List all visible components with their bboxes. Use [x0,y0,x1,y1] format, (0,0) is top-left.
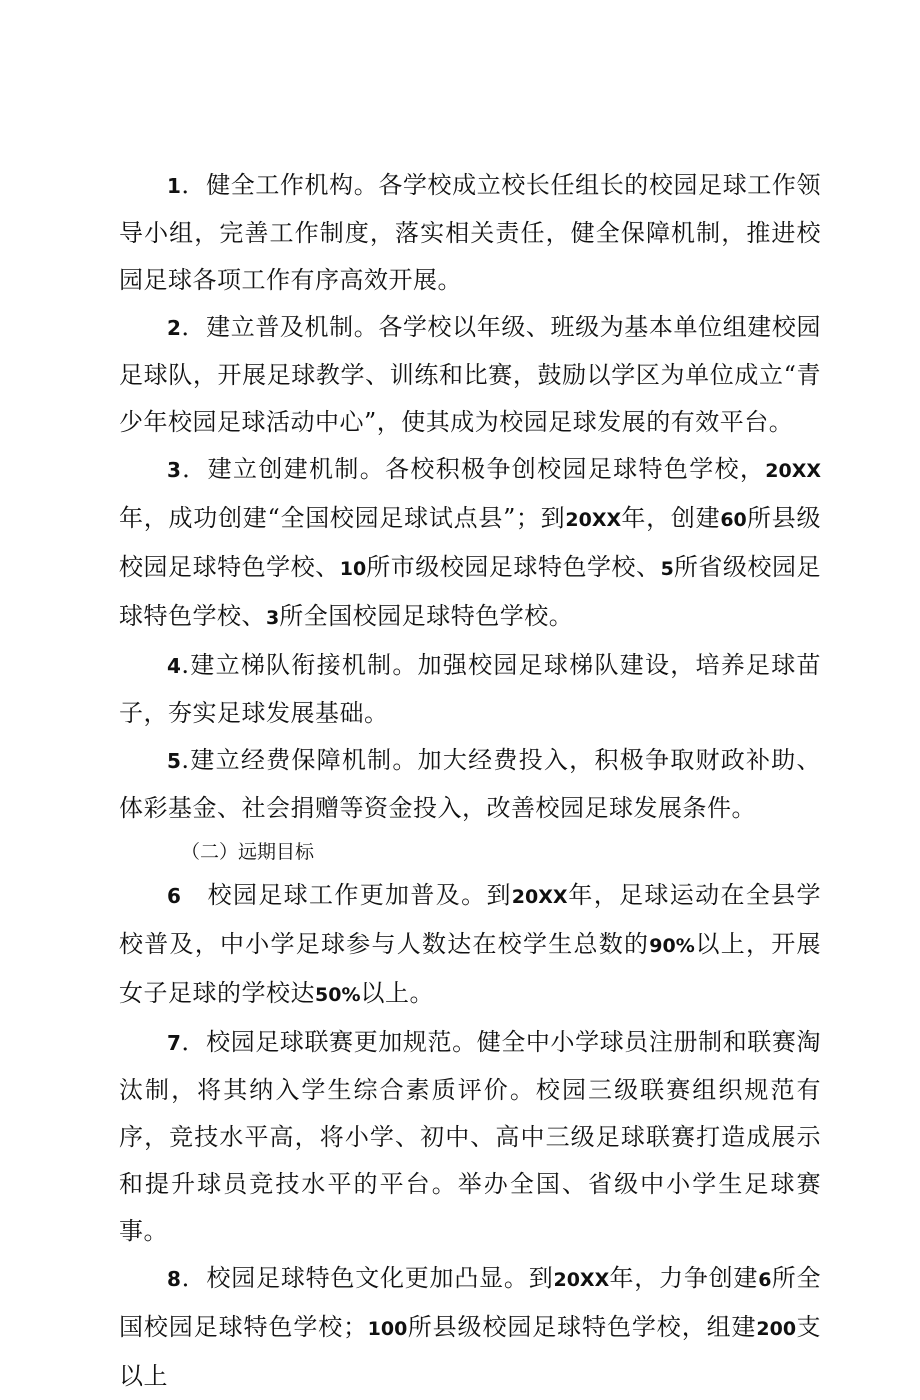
item-number: 8 [167,1267,182,1291]
paragraph-text: 健全工作机构。各学校成立校长任组长的校园足球工作领导小组，完善工作制度，落实相关责任，健全保障机制，推进校园足球各项工作有序高效开展。 [119,171,822,294]
item-number: 2 [167,316,182,340]
year-value: 20XX [511,886,568,908]
paragraph-8 [119,1255,821,1400]
paragraph-text-part: 所全国校园足球特色学校。 [279,602,574,630]
paragraph-6 [119,872,821,1019]
paragraph-4 [119,642,821,737]
count-value: 6 [758,1269,772,1291]
paragraph-text: 建立普及机制。各学校以年级、班级为基本单位组建校园足球队，开展足球教学、训练和比赛，鼓励以学区为单位成立“青少年校园足球活动中心”，使其成为校园足球发展的有效平台。 [119,313,822,436]
item-separator: ． [181,1264,207,1292]
count-value: 200 [756,1318,797,1340]
year-value: 20XX [553,1269,610,1291]
item-separator: ． [181,455,208,483]
year-value: 20XX [765,460,822,482]
paragraph-text-part: 建立创建机制。各校积极争创校园足球特色学校， [207,455,766,483]
count-value: 5 [660,558,674,580]
paragraph-text-part: 校园足球特色文化更加凸显。到 [206,1264,554,1292]
paragraph-5 [119,737,821,832]
paragraph-2 [119,304,821,446]
item-number: 6 [167,884,182,908]
count-value: 60 [720,509,747,531]
percent-value: 50% [315,984,361,1006]
paragraph-text-part: 年，力争创建 [609,1264,759,1292]
paragraph-text: 校园足球联赛更加规范。健全中小学球员注册制和联赛淘汰制，将其纳入学生综合素质评价。校园三级联赛组织规范有序，竞技水平高，将小学、初中、高中三级足球联赛打造成展示和提升球员竞技水平的平台。举办全国、省级中小学生足球赛事。 [119,1028,822,1245]
paragraph-text-part: 年，成功创建“全国校园足球试点县”；到 [119,504,566,532]
paragraph-7 [119,1019,821,1255]
item-separator: ． [181,1028,207,1056]
paragraph-text: 建立梯队衔接机制。加强校园足球梯队建设，培养足球苗子，夯实足球发展基础。 [119,651,821,727]
paragraph-text-part: 以上。 [360,979,434,1007]
item-separator: . [181,651,190,679]
item-number: 7 [167,1031,182,1055]
item-separator: ． [181,171,207,199]
item-number: 4 [167,654,182,678]
count-value: 3 [266,607,280,629]
item-number: 1 [167,174,182,198]
item-number: 5 [167,749,182,773]
document-body [119,162,821,1400]
paragraph-1 [119,162,821,304]
paragraph-text-part: 年，创建 [621,504,721,532]
paragraph-text-part: 所县级校园足球特色学校，组建 [407,1313,757,1341]
paragraph-text-part: 所市级校园足球特色学校、 [366,553,661,581]
year-value: 20XX [565,509,622,531]
item-number: 3 [167,458,182,482]
item-separator: . [181,746,190,774]
paragraph-text-part: 以上，开展女子足球的学校达 [119,930,822,1007]
paragraph-text-part: 所省级校园足球特色学校、 [119,553,822,630]
paragraph-text-part: 所县级校园足球特色学校、 [119,504,822,581]
section-subheading: （二）远期目标 [181,841,315,863]
item-separator: ． [181,313,207,341]
count-value: 100 [367,1318,408,1340]
paragraph-text-part: 支以上 [119,1313,821,1390]
paragraph-text-part: 校园足球工作更加普及。到 [207,881,512,909]
paragraph-text-part: 年，足球运动在全县学校普及，中小学足球参与人数达在校学生总数的 [119,881,822,958]
count-value: 10 [339,558,367,580]
percent-value: 90% [649,935,695,957]
paragraph-text: 建立经费保障机制。加大经费投入，积极争取财政补助、体彩基金、社会捐赠等资金投入，改善校园足球发展条件。 [119,746,821,822]
paragraph-3 [119,446,821,642]
item-separator [181,881,207,909]
paragraph-text-part: 所全国校园足球特色学校； [119,1264,822,1341]
